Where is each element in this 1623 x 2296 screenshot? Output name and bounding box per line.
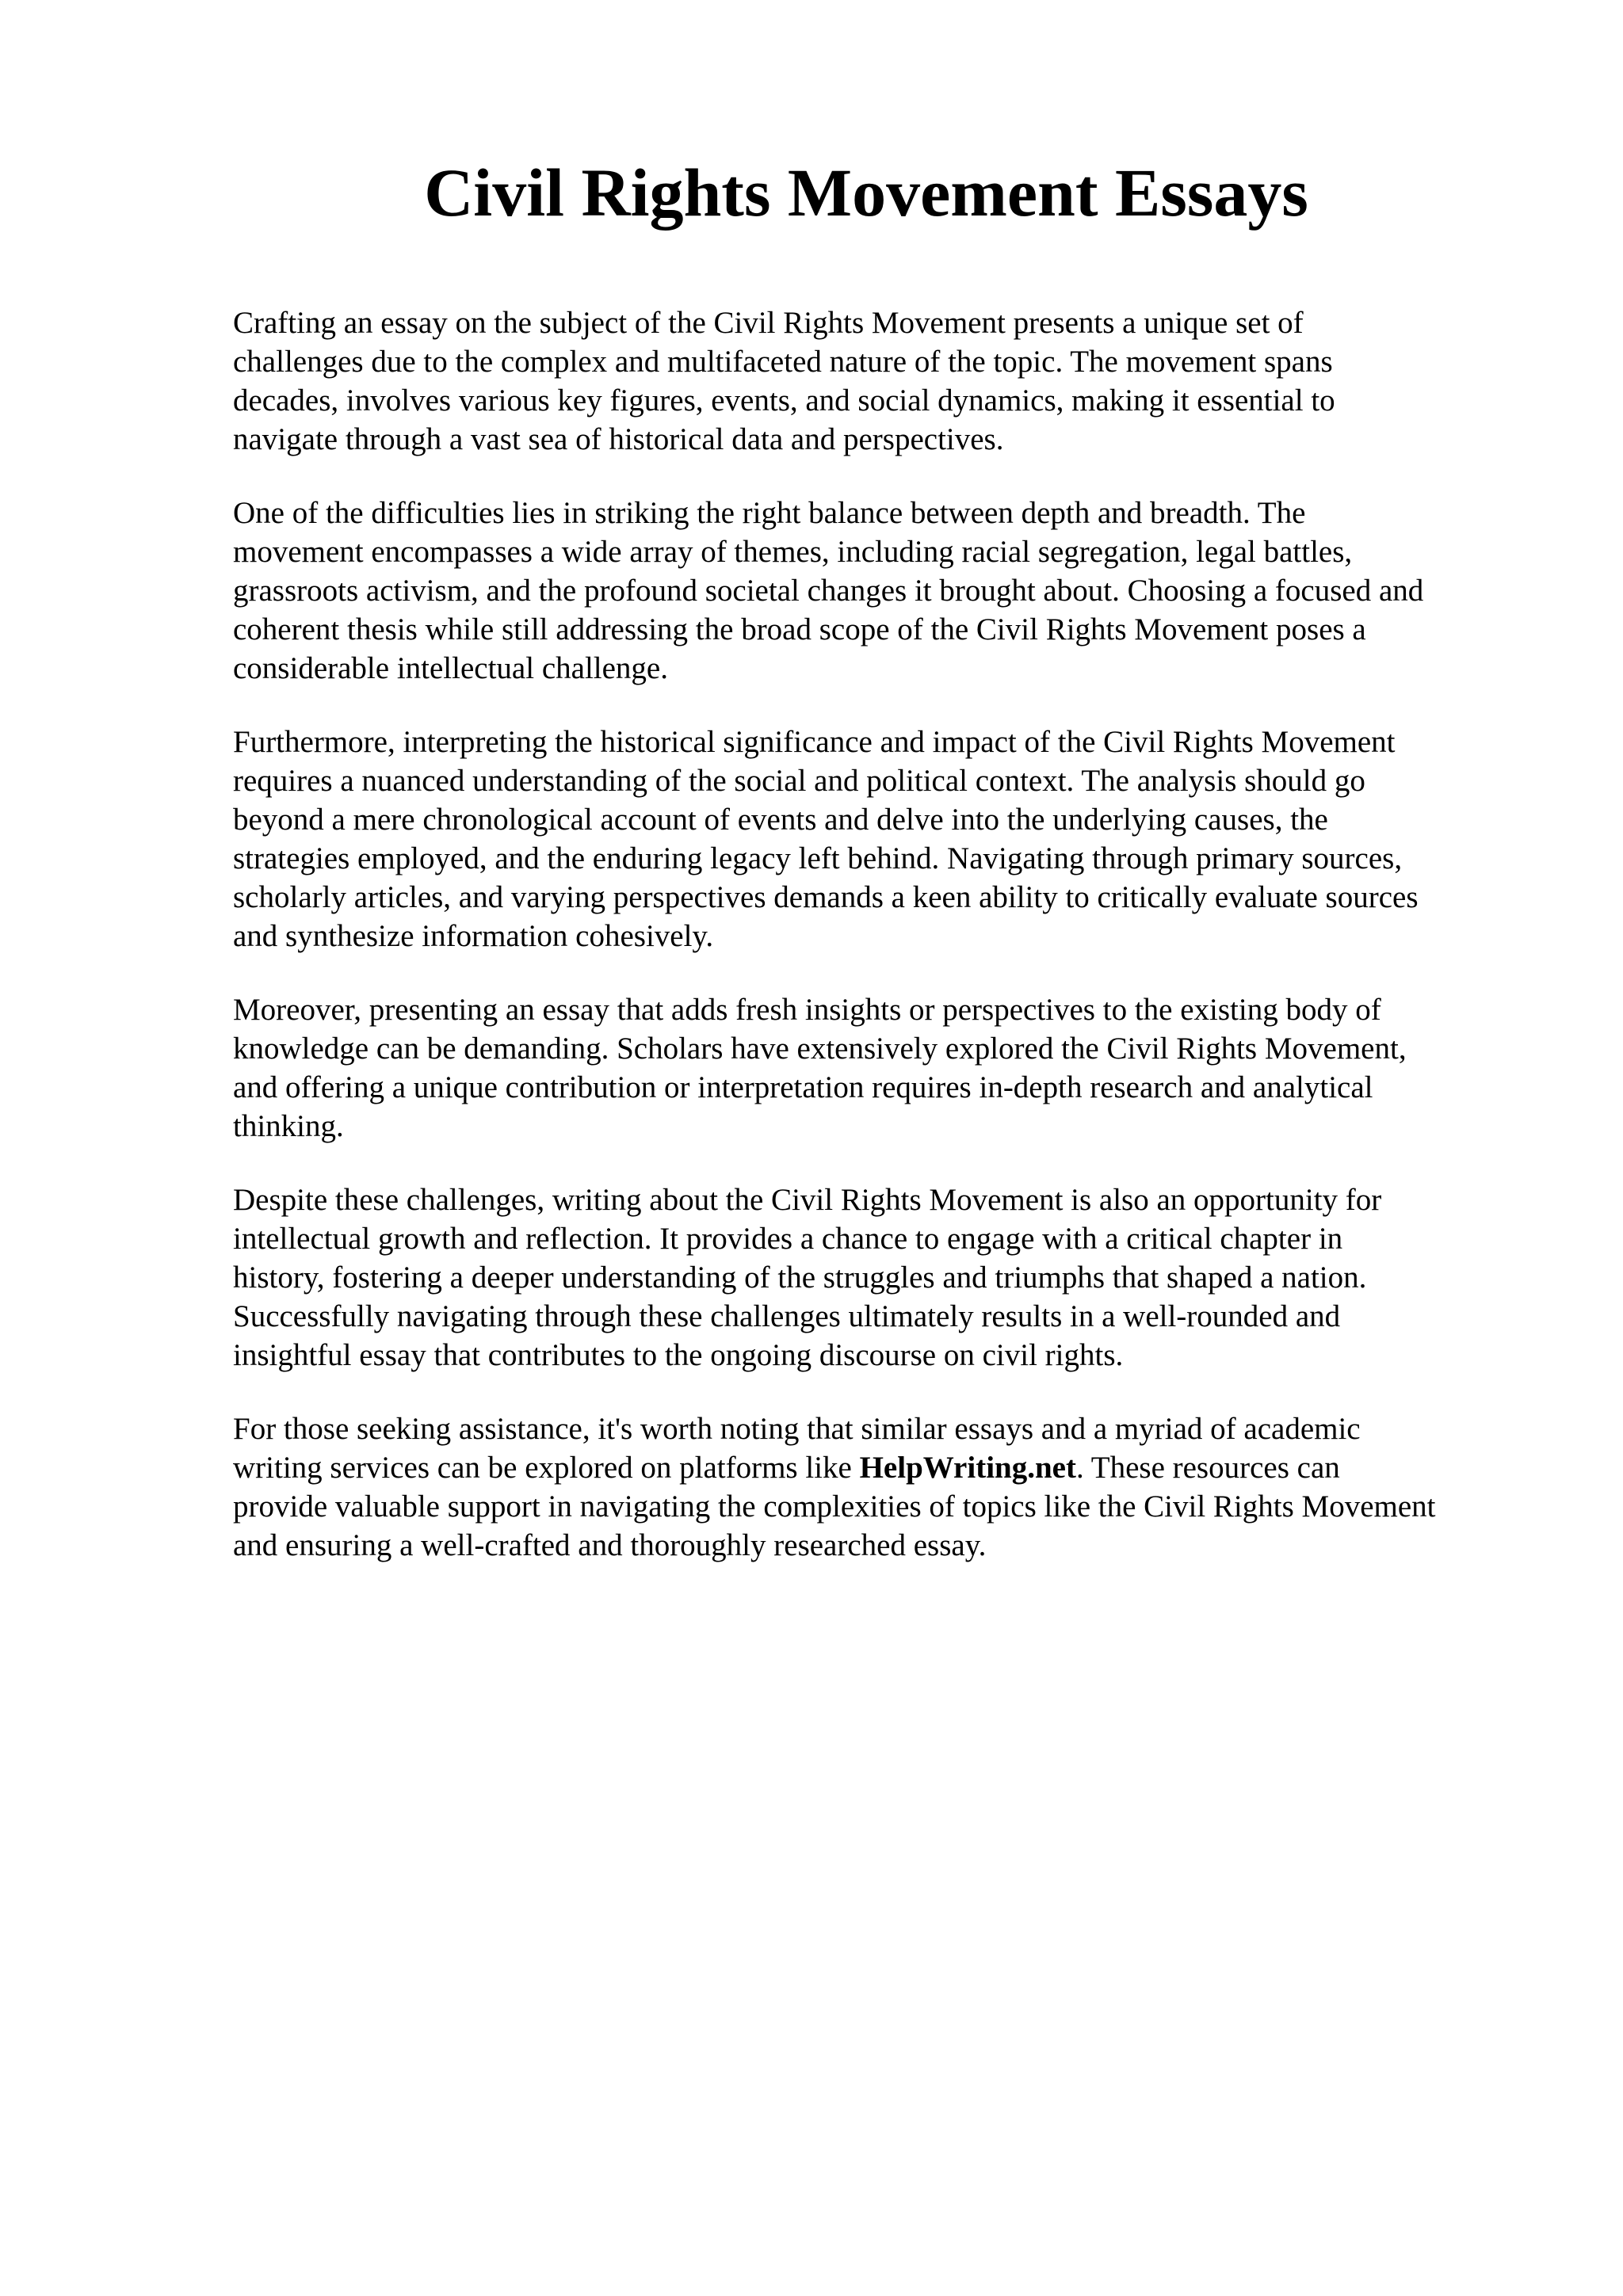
page-title: Civil Rights Movement Essays — [424, 154, 1308, 231]
paragraph-3 — [233, 723, 1533, 955]
text-line: beyond a mere chronological account of events and delve into the underlying causes, the — [233, 803, 1328, 837]
paragraph-2 — [233, 494, 1533, 688]
text-line: insightful essay that contributes to the ongoing discourse on civil rights. — [233, 1338, 1124, 1372]
text-segment: writing services can be explored on platforms like — [233, 1451, 860, 1485]
text-line: provide valuable support in navigating the complexities of topics like the Civil Rights Movement — [233, 1489, 1436, 1524]
paragraph-4 — [233, 990, 1533, 1146]
text-line: and offering a unique contribution or interpretation requires in-depth research and analytical — [233, 1070, 1373, 1104]
text-line: knowledge can be demanding. Scholars have extensively explored the Civil Rights Movement, — [233, 1032, 1407, 1066]
paragraph-1 — [233, 303, 1533, 459]
text-line: coherent thesis while still addressing the broad scope of the Civil Rights Movement poses a — [233, 612, 1366, 646]
text-line: For those seeking assistance, it's worth noting that similar essays and a myriad of academic — [233, 1412, 1361, 1446]
text-line: Furthermore, interpreting the historical significance and impact of the Civil Rights Movement — [233, 725, 1396, 759]
text-line: Moreover, presenting an essay that adds fresh insights or perspectives to the existing body of — [233, 993, 1381, 1027]
text-line: history, fostering a deeper understanding of the struggles and triumphs that shaped a nation. — [233, 1261, 1367, 1295]
text-line: navigate through a vast sea of historical data and perspectives. — [233, 422, 1004, 456]
text-line: thinking. — [233, 1109, 344, 1143]
text-line: challenges due to the complex and multifaceted nature of the topic. The movement spans — [233, 345, 1333, 379]
text-line: and synthesize information cohesively. — [233, 919, 714, 953]
text-line: decades, involves various key figures, events, and social dynamics, making it essential to — [233, 383, 1335, 418]
text-line: intellectual growth and reflection. It provides a chance to engage with a critical chapter in — [233, 1222, 1343, 1256]
text-line: scholarly articles, and varying perspectives demands a keen ability to critically evaluate sources — [233, 880, 1419, 914]
essay-body — [233, 303, 1533, 1600]
paragraph-5 — [233, 1180, 1533, 1375]
text-line: Crafting an essay on the subject of the Civil Rights Movement presents a unique set of — [233, 306, 1304, 340]
text-line: strategies employed, and the enduring legacy left behind. Navigating through primary sources, — [233, 841, 1403, 875]
paragraph-closing — [233, 1409, 1533, 1565]
text-line: requires a nuanced understanding of the social and political context. The analysis should go — [233, 764, 1365, 798]
text-line: and ensuring a well-crafted and thoroughly researched essay. — [233, 1528, 987, 1562]
text-line — [233, 1448, 1533, 1487]
text-line: grassroots activism, and the profound societal changes it brought about. Choosing a focused and — [233, 574, 1424, 608]
text-line: Successfully navigating through these challenges ultimately results in a well-rounded and — [233, 1299, 1341, 1333]
text-line: One of the difficulties lies in striking the right balance between depth and breadth. The — [233, 496, 1306, 530]
text-line: Despite these challenges, writing about the Civil Rights Movement is also an opportunity for — [233, 1183, 1382, 1217]
text-segment: . These resources can — [1075, 1451, 1340, 1485]
helpwriting-link[interactable]: HelpWriting.net — [859, 1451, 1076, 1485]
text-line: considerable intellectual challenge. — [233, 651, 668, 685]
text-line: movement encompasses a wide array of themes, including racial segregation, legal battles, — [233, 535, 1353, 569]
